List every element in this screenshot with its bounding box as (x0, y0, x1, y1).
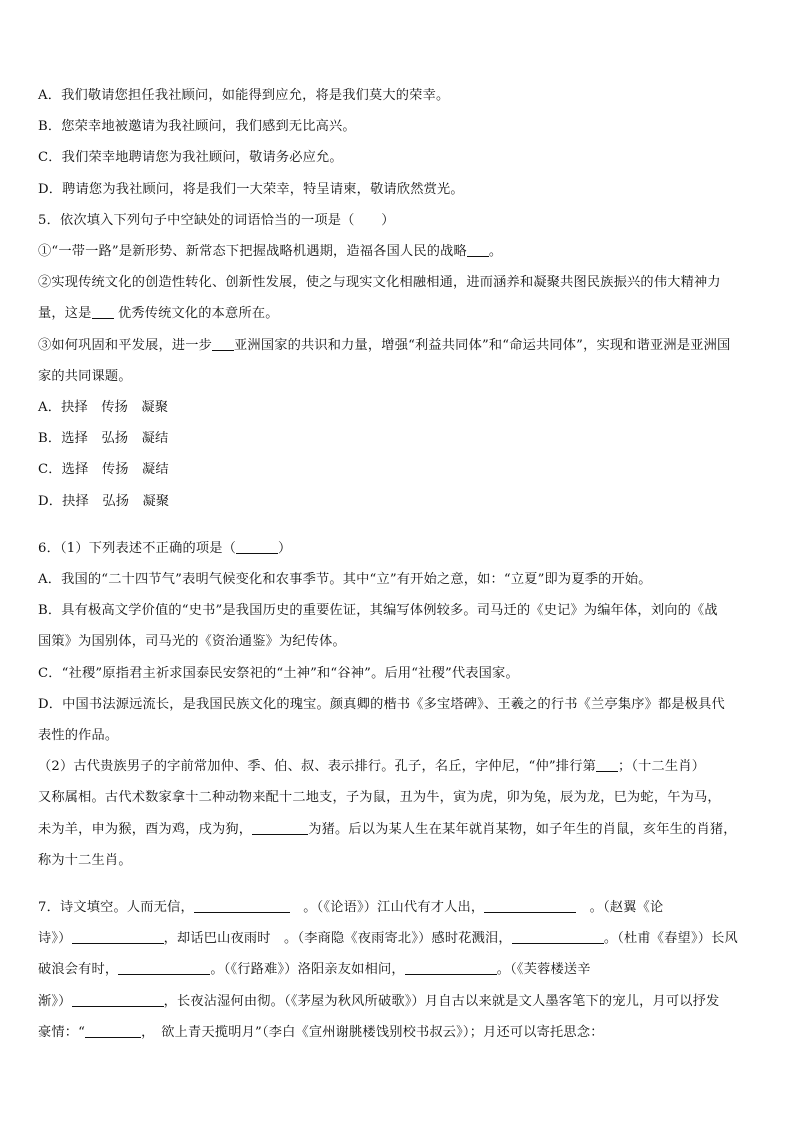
q5-s1-end: 。 (488, 244, 503, 260)
q5-option-b: B．选择 弘扬 凝结 (38, 431, 169, 447)
q5-blank-1[interactable] (467, 242, 489, 257)
q7-text-3c: 。（《芙蓉楼送辛 (496, 962, 591, 978)
q7-blank-7[interactable] (72, 992, 164, 1007)
q7-text-5b: ， 欲上青天揽明月”（李白《宣州谢朓楼饯别校书叔云》）；月还可以寄托思念： (141, 1024, 604, 1040)
q7-text-2b: ，却话巴山夜雨时 。（李商隐《夜雨寄北》）感时花溅泪， (163, 931, 512, 947)
q7-line-5 (38, 1017, 760, 1048)
q5-s3-text: ③如何巩固和平发展，进一步 (38, 337, 213, 353)
q7-blank-6[interactable] (405, 960, 497, 975)
q7-line-1 (38, 892, 760, 923)
section-gap (38, 517, 760, 533)
q6-part2-line-2: 又称属相。古代术数家拿十二种动物来配十二地支，子为鼠，丑为牛，寅为虎，卯为兔，辰为龙，巳为蛇，午为马， (38, 790, 721, 806)
q5-s1-text: ①“一带一路”是新形势、新常态下把握战略机遇期，造福各国人民的战略 (38, 244, 467, 260)
q6-stem-text: 6．（1）下列表述不正确的项是（ (38, 540, 237, 556)
q7-blank-4[interactable] (512, 929, 604, 944)
section-gap (38, 876, 760, 892)
q7-blank-1[interactable] (194, 898, 290, 913)
q7-text-1c: 。（赵翼《论 (576, 900, 664, 916)
q7-text-4b: ，长夜沾湿何由彻。（《茅屋为秋风所破歌》）月自古以来就是文人墨客笔下的宠儿，月可以抒发 (163, 993, 720, 1009)
exam-page (38, 80, 760, 1048)
q6-stem-close: ） (278, 540, 292, 556)
q6-part2-line-4: 称为十二生肖。 (38, 852, 132, 868)
q5-sentence-1 (38, 236, 760, 267)
q6-part2-text: （2）古代贵族男子的字前常加仲、季、伯、叔、表示排行。孔子，名丘，字仲尼，“仲”排行第 (38, 759, 596, 775)
q7-text-3a: 破浪会有时， (38, 962, 119, 978)
q5-blank-3[interactable] (212, 336, 234, 351)
q6-part2-line-3-rest: 为猪。后以为某人生在某年就肖某物，如子年生的肖鼠，亥年生的肖猪， (308, 821, 737, 837)
q5-blank-2[interactable] (92, 304, 114, 319)
q7-line-4 (38, 986, 760, 1017)
q7-blank-5[interactable] (118, 960, 210, 975)
q7-text-5a: 豪情：“ (38, 1024, 86, 1040)
q6-part2-line-3-text: 未为羊，申为猴，酉为鸡，戌为狗， (38, 821, 253, 837)
q6-option-c: C．“社稷”原指君主祈求国泰民安祭祀的“土神”和“谷神”。后用“社稷”代表国家。 (38, 665, 519, 681)
q7-text-4a: 渐》） (38, 993, 72, 1009)
q6-rank-blank[interactable] (596, 757, 618, 772)
q5-sentence-2-line-2 (38, 298, 760, 329)
q6-option-b-line-1: B．具有极高文学价值的“史书”是我国历史的重要佐证，其编写体例较多。司马迁的《史记》为编年体，刘向的《战 (38, 603, 718, 619)
q7-blank-3[interactable] (72, 929, 164, 944)
q7-text-2a: 诗》） (38, 931, 72, 947)
q7-blank-2[interactable] (484, 898, 576, 913)
q7-text-1b: 。（《论语》）江山代有才人出， (289, 900, 485, 916)
q6-option-d-line-1: D．中国书法源远流长，是我国民族文化的瑰宝。颜真卿的楷书《多宝塔碑》、王羲之的行书《兰亭集序》都是极具代 (38, 696, 725, 712)
q6-option-b-line-2: 国策》为国别体，司马光的《资治通鉴》为纪传体。 (38, 634, 346, 650)
q7-text-1a: 7．诗文填空。人而无信， (38, 900, 194, 916)
q5-option-d: D．抉择 弘扬 凝聚 (38, 493, 170, 509)
q5-sentence-3-line-2: 家的共同课题。 (38, 368, 132, 384)
q4-option-c: C．我们荣幸地聘请您为我社顾问，敬请务必应允。 (38, 150, 343, 166)
q7-text-2c: 。（杜甫《春望》）长风 (603, 931, 738, 947)
q4-option-b: B．您荣幸地被邀请为我社顾问，我们感到无比高兴。 (38, 119, 356, 135)
q6-part2-line-1 (38, 751, 760, 782)
q5-s2-rest: 优秀传统文化的本意所在。 (113, 306, 279, 322)
q5-sentence-2-line-1: ②实现传统文化的创造性转化、创新性发展，使之与现实文化相融相通，进而涵养和凝聚共图民族振兴的伟大精神力 (38, 275, 721, 291)
q7-blank-8[interactable] (85, 1023, 141, 1038)
q7-text-3b: 。（《行路难》）洛阳亲友如相问， (210, 962, 405, 978)
q6-option-d-line-2: 表性的作品。 (38, 728, 119, 744)
q5-s3-rest: 亚洲国家的共识和力量，增强“利益共同体”和“命运共同体”，实现和谐亚洲是亚洲国 (234, 337, 731, 353)
q5-stem: 5．依次填入下列句子中空缺处的词语恰当的一项是（ ） (38, 212, 395, 228)
q7-line-2 (38, 923, 760, 954)
q6-stem (38, 533, 760, 564)
q4-option-d: D．聘请您为我社顾问，将是我们一大荣幸，特呈请柬，敬请欣然赏光。 (38, 181, 464, 197)
q7-line-3 (38, 954, 760, 985)
q5-s2-text: 量，这是 (38, 306, 92, 322)
q6-zodiac-blank[interactable] (252, 820, 308, 835)
q6-part2-text-rest: ；（十二生肖） (617, 759, 706, 775)
q6-option-a: A．我国的“二十四节气”表明气候变化和农事季节。其中“立”有开始之意，如：“立夏”即为夏季的开始。 (38, 572, 652, 588)
q6-answer-blank[interactable] (236, 539, 278, 554)
q6-part2-line-3 (38, 814, 760, 845)
q5-option-c: C．选择 传扬 凝结 (38, 462, 169, 478)
q5-sentence-3-line-1 (38, 330, 760, 361)
q5-option-a: A．抉择 传扬 凝聚 (38, 400, 169, 416)
q4-option-a: A．我们敬请您担任我社顾问，如能得到应允，将是我们莫大的荣幸。 (38, 88, 450, 103)
